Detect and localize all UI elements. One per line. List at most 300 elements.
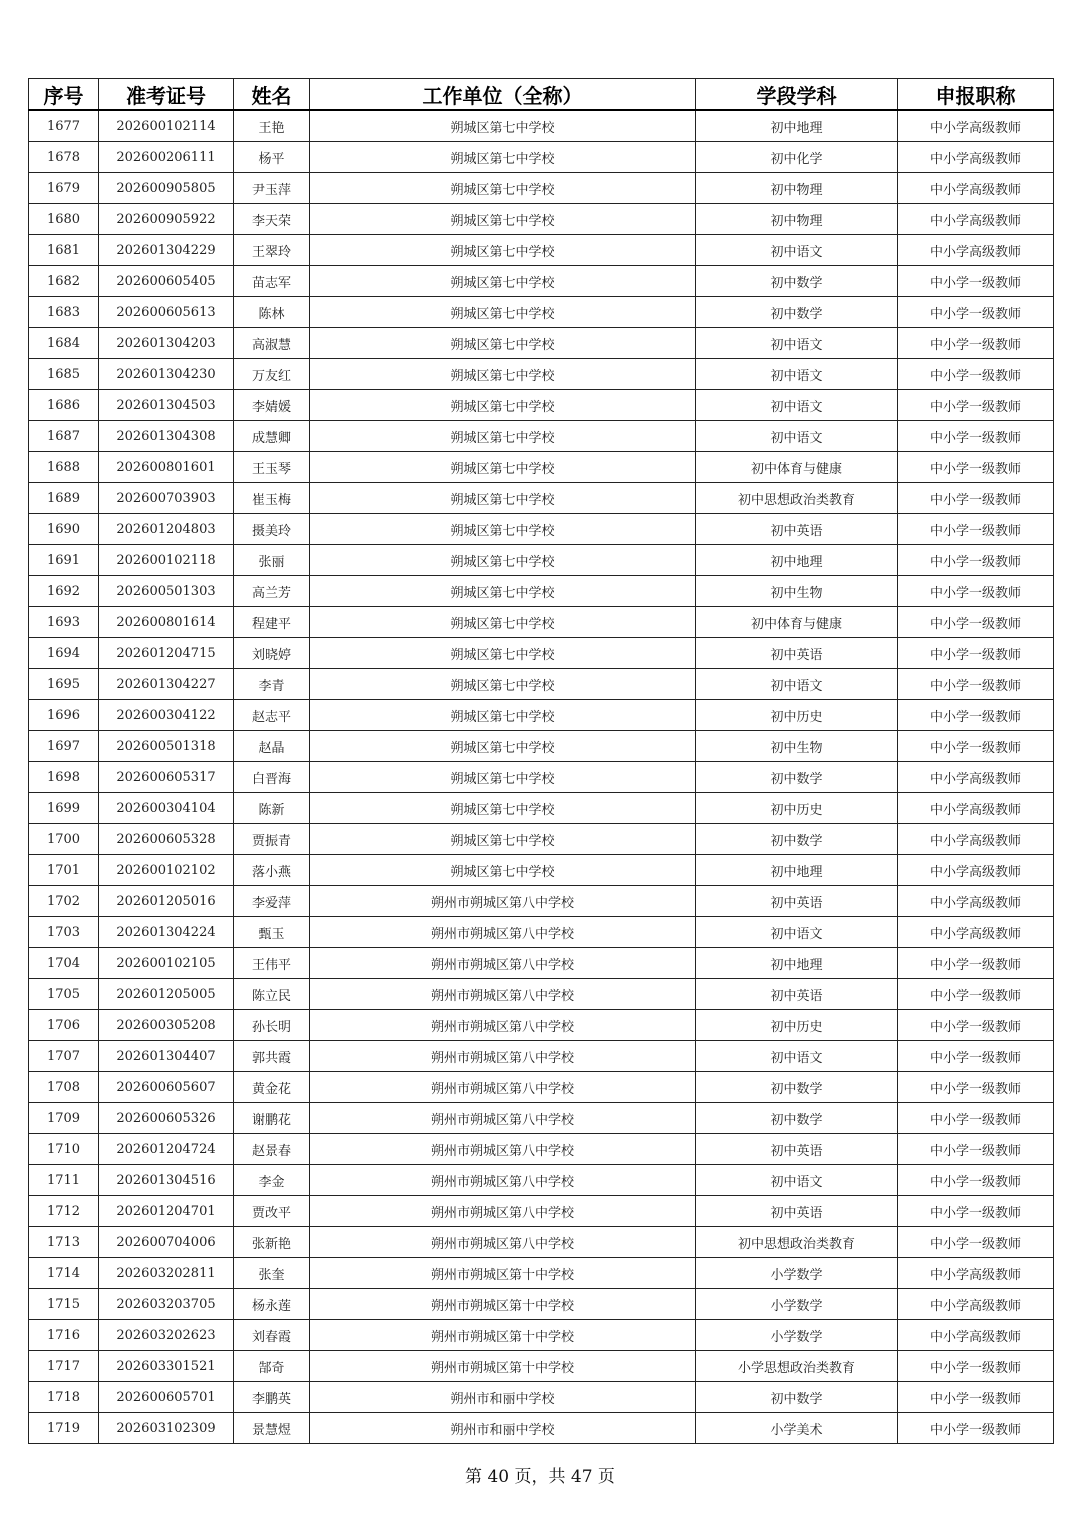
- cell-work-unit: 朔城区第七中学校: [310, 545, 696, 576]
- cell-work-unit: 朔城区第七中学校: [310, 110, 696, 142]
- cell-title: 中小学一级教师: [898, 1382, 1054, 1413]
- cell-title: 中小学一级教师: [898, 421, 1054, 452]
- cell-serial: 1678: [29, 142, 99, 173]
- cell-subject: 初中语文: [696, 421, 898, 452]
- cell-title: 中小学一级教师: [898, 297, 1054, 328]
- cell-subject: 初中语文: [696, 235, 898, 266]
- cell-work-unit: 朔城区第七中学校: [310, 607, 696, 638]
- table-row: [29, 824, 1054, 855]
- cell-name: 孙长明: [234, 1010, 310, 1041]
- cell-name: 甄玉: [234, 917, 310, 948]
- cell-exam-id: 202600605405: [99, 266, 234, 297]
- cell-title: 中小学高级教师: [898, 917, 1054, 948]
- cell-work-unit: 朔城区第七中学校: [310, 142, 696, 173]
- cell-subject: 初中英语: [696, 886, 898, 917]
- cell-work-unit: 朔州市朔城区第八中学校: [310, 917, 696, 948]
- cell-title: 中小学一级教师: [898, 1227, 1054, 1258]
- cell-title: 中小学一级教师: [898, 266, 1054, 297]
- cell-subject: 初中物理: [696, 204, 898, 235]
- cell-work-unit: 朔州市朔城区第十中学校: [310, 1289, 696, 1320]
- table-row: [29, 979, 1054, 1010]
- cell-work-unit: 朔城区第七中学校: [310, 576, 696, 607]
- cell-serial: 1701: [29, 855, 99, 886]
- table-row: [29, 886, 1054, 917]
- cell-title: 中小学一级教师: [898, 328, 1054, 359]
- cell-exam-id: 202600304122: [99, 700, 234, 731]
- cell-serial: 1717: [29, 1351, 99, 1382]
- cell-title: 中小学高级教师: [898, 204, 1054, 235]
- cell-serial: 1715: [29, 1289, 99, 1320]
- cell-name: 张丽: [234, 545, 310, 576]
- cell-work-unit: 朔州市朔城区第八中学校: [310, 1072, 696, 1103]
- cell-title: 中小学一级教师: [898, 1165, 1054, 1196]
- cell-name: 杨永莲: [234, 1289, 310, 1320]
- cell-work-unit: 朔州市朔城区第十中学校: [310, 1320, 696, 1351]
- cell-name: 苗志军: [234, 266, 310, 297]
- page-number: 第 40 页，共 47 页: [465, 1467, 615, 1487]
- cell-subject: 初中英语: [696, 979, 898, 1010]
- cell-name: 王玉琴: [234, 452, 310, 483]
- table-row: [29, 1320, 1054, 1351]
- cell-serial: 1705: [29, 979, 99, 1010]
- cell-exam-id: 202600206111: [99, 142, 234, 173]
- cell-subject: 初中地理: [696, 545, 898, 576]
- cell-title: 中小学一级教师: [898, 1413, 1054, 1444]
- header-subject: 学段学科: [696, 79, 898, 111]
- cell-work-unit: 朔城区第七中学校: [310, 762, 696, 793]
- cell-exam-id: 202600102114: [99, 110, 234, 142]
- cell-exam-id: 202600605326: [99, 1103, 234, 1134]
- table-row: [29, 917, 1054, 948]
- cell-exam-id: 202600304104: [99, 793, 234, 824]
- table-row: [29, 1289, 1054, 1320]
- cell-work-unit: 朔城区第七中学校: [310, 297, 696, 328]
- cell-work-unit: 朔城区第七中学校: [310, 266, 696, 297]
- cell-serial: 1698: [29, 762, 99, 793]
- cell-title: 中小学一级教师: [898, 948, 1054, 979]
- table-row: [29, 545, 1054, 576]
- table-row: [29, 1134, 1054, 1165]
- table-row: [29, 669, 1054, 700]
- cell-exam-id: 202601304230: [99, 359, 234, 390]
- header-name: 姓名: [234, 79, 310, 111]
- table-body: [29, 110, 1054, 1444]
- cell-work-unit: 朔城区第七中学校: [310, 359, 696, 390]
- cell-name: 王艳: [234, 110, 310, 142]
- cell-exam-id: 202603202811: [99, 1258, 234, 1289]
- cell-work-unit: 朔城区第七中学校: [310, 452, 696, 483]
- cell-serial: 1682: [29, 266, 99, 297]
- table-row: [29, 1010, 1054, 1041]
- cell-work-unit: 朔州市朔城区第八中学校: [310, 1134, 696, 1165]
- cell-serial: 1718: [29, 1382, 99, 1413]
- cell-serial: 1689: [29, 483, 99, 514]
- cell-exam-id: 202601204701: [99, 1196, 234, 1227]
- cell-subject: 初中英语: [696, 1196, 898, 1227]
- cell-exam-id: 202600501303: [99, 576, 234, 607]
- cell-work-unit: 朔城区第七中学校: [310, 793, 696, 824]
- cell-name: 成慧卿: [234, 421, 310, 452]
- cell-name: 郜奇: [234, 1351, 310, 1382]
- cell-serial: 1680: [29, 204, 99, 235]
- cell-exam-id: 202601304308: [99, 421, 234, 452]
- cell-name: 高淑慧: [234, 328, 310, 359]
- cell-work-unit: 朔城区第七中学校: [310, 638, 696, 669]
- cell-work-unit: 朔城区第七中学校: [310, 483, 696, 514]
- cell-exam-id: 202603202623: [99, 1320, 234, 1351]
- cell-serial: 1696: [29, 700, 99, 731]
- cell-subject: 初中数学: [696, 297, 898, 328]
- cell-serial: 1710: [29, 1134, 99, 1165]
- table-row: [29, 421, 1054, 452]
- cell-exam-id: 202601204715: [99, 638, 234, 669]
- cell-name: 陈林: [234, 297, 310, 328]
- cell-name: 赵景春: [234, 1134, 310, 1165]
- cell-exam-id: 202601304503: [99, 390, 234, 421]
- cell-subject: 初中语文: [696, 328, 898, 359]
- cell-subject: 初中体育与健康: [696, 452, 898, 483]
- cell-exam-id: 202600605613: [99, 297, 234, 328]
- cell-name: 王翠玲: [234, 235, 310, 266]
- cell-title: 中小学高级教师: [898, 1258, 1054, 1289]
- cell-work-unit: 朔州市和丽中学校: [310, 1382, 696, 1413]
- cell-serial: 1712: [29, 1196, 99, 1227]
- cell-name: 张新艳: [234, 1227, 310, 1258]
- cell-exam-id: 202603301521: [99, 1351, 234, 1382]
- cell-name: 尹玉萍: [234, 173, 310, 204]
- cell-exam-id: 202600703903: [99, 483, 234, 514]
- cell-exam-id: 202601304229: [99, 235, 234, 266]
- cell-work-unit: 朔城区第七中学校: [310, 855, 696, 886]
- table-row: [29, 576, 1054, 607]
- cell-name: 赵晶: [234, 731, 310, 762]
- cell-subject: 初中数学: [696, 1103, 898, 1134]
- cell-exam-id: 202600905805: [99, 173, 234, 204]
- cell-serial: 1713: [29, 1227, 99, 1258]
- cell-serial: 1688: [29, 452, 99, 483]
- cell-work-unit: 朔城区第七中学校: [310, 514, 696, 545]
- cell-subject: 初中物理: [696, 173, 898, 204]
- cell-exam-id: 202600801601: [99, 452, 234, 483]
- cell-exam-id: 202600905922: [99, 204, 234, 235]
- cell-title: 中小学一级教师: [898, 607, 1054, 638]
- cell-serial: 1709: [29, 1103, 99, 1134]
- cell-serial: 1697: [29, 731, 99, 762]
- table-row: [29, 110, 1054, 142]
- cell-subject: 初中语文: [696, 669, 898, 700]
- table-row: [29, 700, 1054, 731]
- cell-title: 中小学一级教师: [898, 545, 1054, 576]
- table-row: [29, 607, 1054, 638]
- cell-subject: 初中地理: [696, 110, 898, 142]
- cell-exam-id: 202600605607: [99, 1072, 234, 1103]
- cell-subject: 初中英语: [696, 514, 898, 545]
- cell-work-unit: 朔城区第七中学校: [310, 390, 696, 421]
- cell-serial: 1685: [29, 359, 99, 390]
- cell-serial: 1714: [29, 1258, 99, 1289]
- cell-name: 李青: [234, 669, 310, 700]
- cell-serial: 1708: [29, 1072, 99, 1103]
- cell-serial: 1704: [29, 948, 99, 979]
- cell-name: 贾改平: [234, 1196, 310, 1227]
- cell-title: 中小学高级教师: [898, 173, 1054, 204]
- cell-exam-id: 202600305208: [99, 1010, 234, 1041]
- cell-title: 中小学一级教师: [898, 359, 1054, 390]
- cell-name: 崔玉梅: [234, 483, 310, 514]
- table-row: [29, 328, 1054, 359]
- cell-name: 张奎: [234, 1258, 310, 1289]
- cell-work-unit: 朔州市朔城区第八中学校: [310, 1196, 696, 1227]
- cell-exam-id: 202601205005: [99, 979, 234, 1010]
- cell-subject: 小学美术: [696, 1413, 898, 1444]
- cell-exam-id: 202600102105: [99, 948, 234, 979]
- cell-name: 李天荣: [234, 204, 310, 235]
- cell-name: 赵志平: [234, 700, 310, 731]
- cell-title: 中小学一级教师: [898, 1351, 1054, 1382]
- cell-subject: 初中数学: [696, 266, 898, 297]
- cell-exam-id: 202601304516: [99, 1165, 234, 1196]
- cell-title: 中小学高级教师: [898, 793, 1054, 824]
- cell-work-unit: 朔城区第七中学校: [310, 700, 696, 731]
- cell-serial: 1700: [29, 824, 99, 855]
- cell-serial: 1691: [29, 545, 99, 576]
- cell-work-unit: 朔州市朔城区第八中学校: [310, 1227, 696, 1258]
- cell-serial: 1686: [29, 390, 99, 421]
- cell-name: 谢鹏花: [234, 1103, 310, 1134]
- header-title: 申报职称: [898, 79, 1054, 111]
- cell-exam-id: 202600704006: [99, 1227, 234, 1258]
- cell-title: 中小学一级教师: [898, 1041, 1054, 1072]
- cell-work-unit: 朔城区第七中学校: [310, 328, 696, 359]
- cell-title: 中小学高级教师: [898, 886, 1054, 917]
- header-serial: 序号: [29, 79, 99, 111]
- cell-title: 中小学一级教师: [898, 390, 1054, 421]
- table-row: [29, 1258, 1054, 1289]
- table-row: [29, 266, 1054, 297]
- cell-subject: 初中思想政治类教育: [696, 483, 898, 514]
- table-row: [29, 390, 1054, 421]
- cell-exam-id: 202601205016: [99, 886, 234, 917]
- cell-exam-id: 202601304203: [99, 328, 234, 359]
- cell-name: 郭共霞: [234, 1041, 310, 1072]
- cell-exam-id: 202603102309: [99, 1413, 234, 1444]
- cell-subject: 初中数学: [696, 1382, 898, 1413]
- cell-subject: 初中语文: [696, 390, 898, 421]
- cell-name: 摄美玲: [234, 514, 310, 545]
- table-row: [29, 173, 1054, 204]
- cell-title: 中小学高级教师: [898, 855, 1054, 886]
- table-row: [29, 514, 1054, 545]
- table-row: [29, 235, 1054, 266]
- cell-exam-id: 202600102118: [99, 545, 234, 576]
- cell-subject: 初中地理: [696, 855, 898, 886]
- cell-subject: 初中英语: [696, 1134, 898, 1165]
- cell-exam-id: 202600102102: [99, 855, 234, 886]
- cell-name: 陈立民: [234, 979, 310, 1010]
- table-row: [29, 638, 1054, 669]
- cell-serial: 1716: [29, 1320, 99, 1351]
- cell-subject: 初中数学: [696, 762, 898, 793]
- cell-subject: 初中语文: [696, 917, 898, 948]
- cell-subject: 初中历史: [696, 793, 898, 824]
- table-row: [29, 1072, 1054, 1103]
- cell-serial: 1681: [29, 235, 99, 266]
- cell-title: 中小学一级教师: [898, 483, 1054, 514]
- table-row: [29, 452, 1054, 483]
- cell-title: 中小学高级教师: [898, 110, 1054, 142]
- cell-subject: 初中语文: [696, 1165, 898, 1196]
- cell-subject: 初中语文: [696, 359, 898, 390]
- cell-work-unit: 朔城区第七中学校: [310, 421, 696, 452]
- cell-exam-id: 202601204724: [99, 1134, 234, 1165]
- cell-name: 黄金花: [234, 1072, 310, 1103]
- cell-title: 中小学一级教师: [898, 979, 1054, 1010]
- cell-serial: 1679: [29, 173, 99, 204]
- cell-title: 中小学一级教师: [898, 638, 1054, 669]
- cell-name: 王伟平: [234, 948, 310, 979]
- table-row: [29, 1196, 1054, 1227]
- cell-work-unit: 朔州市朔城区第八中学校: [310, 979, 696, 1010]
- cell-work-unit: 朔州市朔城区第八中学校: [310, 1103, 696, 1134]
- table-row: [29, 1103, 1054, 1134]
- cell-work-unit: 朔州市朔城区第十中学校: [310, 1258, 696, 1289]
- cell-name: 落小燕: [234, 855, 310, 886]
- table-row: [29, 1351, 1054, 1382]
- cell-subject: 初中语文: [696, 1041, 898, 1072]
- cell-subject: 初中化学: [696, 142, 898, 173]
- cell-subject: 初中生物: [696, 576, 898, 607]
- cell-subject: 初中历史: [696, 1010, 898, 1041]
- cell-title: 中小学一级教师: [898, 1196, 1054, 1227]
- cell-subject: 小学数学: [696, 1320, 898, 1351]
- cell-work-unit: 朔城区第七中学校: [310, 824, 696, 855]
- cell-serial: 1695: [29, 669, 99, 700]
- cell-exam-id: 202600605328: [99, 824, 234, 855]
- table-row: [29, 762, 1054, 793]
- cell-subject: 小学数学: [696, 1289, 898, 1320]
- table-row: [29, 359, 1054, 390]
- cell-serial: 1706: [29, 1010, 99, 1041]
- cell-name: 万友红: [234, 359, 310, 390]
- header-exam-id: 准考证号: [99, 79, 234, 111]
- cell-title: 中小学一级教师: [898, 700, 1054, 731]
- cell-title: 中小学一级教师: [898, 452, 1054, 483]
- cell-name: 陈新: [234, 793, 310, 824]
- table-header-row: [29, 79, 1054, 111]
- cell-subject: 初中地理: [696, 948, 898, 979]
- cell-serial: 1711: [29, 1165, 99, 1196]
- cell-serial: 1694: [29, 638, 99, 669]
- cell-subject: 初中数学: [696, 1072, 898, 1103]
- cell-serial: 1690: [29, 514, 99, 545]
- cell-title: 中小学高级教师: [898, 142, 1054, 173]
- table-row: [29, 1382, 1054, 1413]
- table-row: [29, 204, 1054, 235]
- cell-title: 中小学一级教师: [898, 576, 1054, 607]
- cell-title: 中小学高级教师: [898, 235, 1054, 266]
- table-row: [29, 142, 1054, 173]
- table-row: [29, 483, 1054, 514]
- cell-serial: 1703: [29, 917, 99, 948]
- cell-name: 李金: [234, 1165, 310, 1196]
- table-row: [29, 297, 1054, 328]
- cell-exam-id: 202601304407: [99, 1041, 234, 1072]
- cell-exam-id: 202600605317: [99, 762, 234, 793]
- cell-exam-id: 202603203705: [99, 1289, 234, 1320]
- cell-work-unit: 朔州市朔城区第八中学校: [310, 948, 696, 979]
- cell-work-unit: 朔城区第七中学校: [310, 235, 696, 266]
- cell-name: 程建平: [234, 607, 310, 638]
- table-row: [29, 855, 1054, 886]
- cell-name: 李爱萍: [234, 886, 310, 917]
- cell-subject: 初中生物: [696, 731, 898, 762]
- cell-work-unit: 朔城区第七中学校: [310, 204, 696, 235]
- cell-work-unit: 朔城区第七中学校: [310, 731, 696, 762]
- cell-subject: 初中体育与健康: [696, 607, 898, 638]
- cell-exam-id: 202601304227: [99, 669, 234, 700]
- cell-title: 中小学一级教师: [898, 1134, 1054, 1165]
- cell-serial: 1687: [29, 421, 99, 452]
- cell-subject: 小学思想政治类教育: [696, 1351, 898, 1382]
- cell-work-unit: 朔州市朔城区第八中学校: [310, 1010, 696, 1041]
- cell-name: 景慧煜: [234, 1413, 310, 1444]
- cell-exam-id: 202600501318: [99, 731, 234, 762]
- table-row: [29, 1165, 1054, 1196]
- cell-name: 贾振青: [234, 824, 310, 855]
- cell-name: 李鹏英: [234, 1382, 310, 1413]
- table-row: [29, 948, 1054, 979]
- table-row: [29, 1413, 1054, 1444]
- cell-work-unit: 朔州市和丽中学校: [310, 1413, 696, 1444]
- cell-subject: 初中历史: [696, 700, 898, 731]
- cell-subject: 初中数学: [696, 824, 898, 855]
- cell-serial: 1707: [29, 1041, 99, 1072]
- cell-title: 中小学高级教师: [898, 762, 1054, 793]
- cell-title: 中小学一级教师: [898, 1103, 1054, 1134]
- cell-title: 中小学一级教师: [898, 1010, 1054, 1041]
- cell-subject: 初中思想政治类教育: [696, 1227, 898, 1258]
- cell-exam-id: 202601204803: [99, 514, 234, 545]
- table-row: [29, 1041, 1054, 1072]
- cell-serial: 1683: [29, 297, 99, 328]
- cell-serial: 1702: [29, 886, 99, 917]
- cell-name: 杨平: [234, 142, 310, 173]
- cell-work-unit: 朔城区第七中学校: [310, 173, 696, 204]
- cell-title: 中小学一级教师: [898, 1072, 1054, 1103]
- cell-work-unit: 朔州市朔城区第八中学校: [310, 886, 696, 917]
- cell-subject: 初中英语: [696, 638, 898, 669]
- cell-exam-id: 202600801614: [99, 607, 234, 638]
- cell-work-unit: 朔州市朔城区第十中学校: [310, 1351, 696, 1382]
- table-row: [29, 793, 1054, 824]
- cell-title: 中小学高级教师: [898, 824, 1054, 855]
- cell-work-unit: 朔州市朔城区第八中学校: [310, 1165, 696, 1196]
- table-row: [29, 1227, 1054, 1258]
- cell-name: 刘春霞: [234, 1320, 310, 1351]
- cell-title: 中小学高级教师: [898, 1289, 1054, 1320]
- cell-serial: 1677: [29, 110, 99, 142]
- cell-name: 刘晓婷: [234, 638, 310, 669]
- cell-work-unit: 朔州市朔城区第八中学校: [310, 1041, 696, 1072]
- cell-title: 中小学一级教师: [898, 731, 1054, 762]
- cell-work-unit: 朔城区第七中学校: [310, 669, 696, 700]
- cell-name: 高兰芳: [234, 576, 310, 607]
- cell-name: 李婧媛: [234, 390, 310, 421]
- cell-title: 中小学高级教师: [898, 1320, 1054, 1351]
- cell-exam-id: 202600605701: [99, 1382, 234, 1413]
- cell-serial: 1693: [29, 607, 99, 638]
- candidate-table: [28, 78, 1054, 1444]
